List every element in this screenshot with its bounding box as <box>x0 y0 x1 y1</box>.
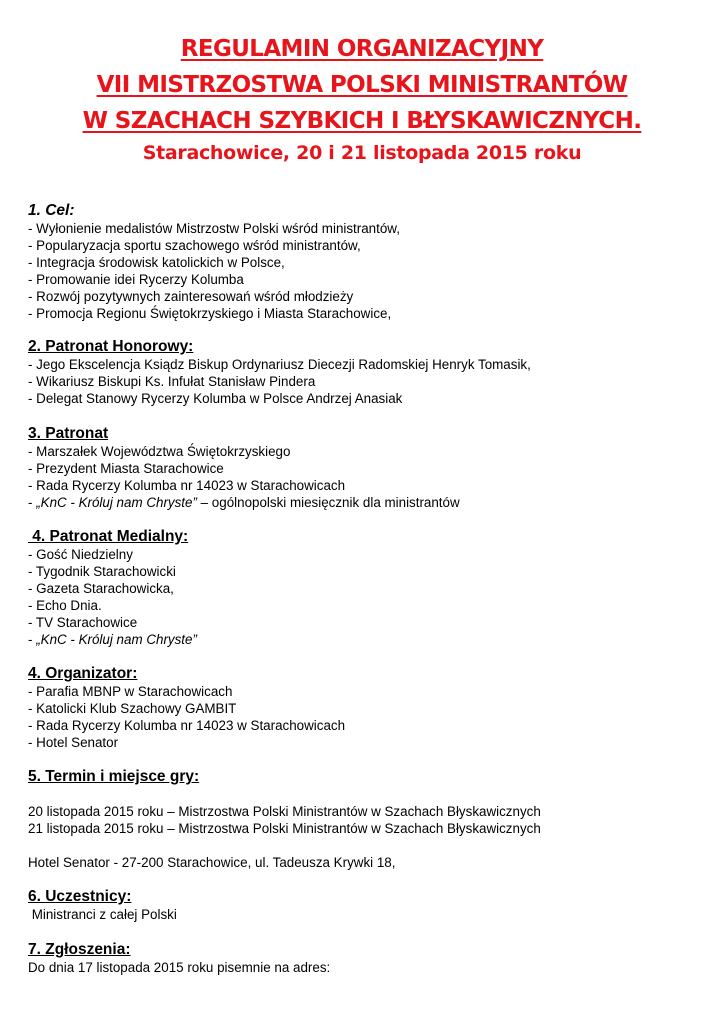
list-item: - Parafia MBNP w Starachowicach <box>28 684 233 699</box>
list-item: - TV Starachowice <box>28 615 138 630</box>
magazine-title: „KnC - Króluj nam Chryste” <box>36 495 197 510</box>
list-item: - Wikariusz Biskupi Ks. Infułat Stanisław Pindera <box>28 374 316 389</box>
list-item: - Integracja środowisk katolickich w Polsce, <box>28 255 285 270</box>
section-heading-patronat: 3. Patronat <box>28 425 109 442</box>
list-item: - Rozwój pozytywnych zainteresowań wśród młodzieży <box>28 289 354 304</box>
list-item: - Jego Ekscelencja Ksiądz Biskup Ordynariusz Diecezji Radomskiej Henryk Tomasik, <box>28 357 531 372</box>
list-item: - Rada Rycerzy Kolumba nr 14023 w Starachowicach <box>28 478 346 493</box>
section-heading-termin: 5. Termin i miejsce gry: <box>28 768 200 785</box>
section-heading-zgloszenia: 7. Zgłoszenia: <box>28 941 131 958</box>
list-item: - „KnC - Króluj nam Chryste” – ogólnopolski miesięcznik dla ministrantów <box>28 495 460 510</box>
section-patronat-medialny <box>28 527 708 648</box>
section-heading-organizator: 4. Organizator: <box>28 665 138 682</box>
section-uczestnicy <box>28 887 708 923</box>
list-item: - Popularyzacja sportu szachowego wśród ministrantów, <box>28 238 361 253</box>
list-item: - Wyłonienie medalistów Mistrzostw Polski wśród ministrantów, <box>28 221 400 236</box>
section-zgloszenia <box>28 940 708 976</box>
event-date: 20 listopada 2015 roku – Mistrzostwa Polski Ministrantów w Szachach Błyskawicznych <box>28 804 541 819</box>
list-item: - Rada Rycerzy Kolumba nr 14023 w Starachowicach <box>28 718 346 733</box>
event-date: 21 listopada 2015 roku – Mistrzostwa Polski Ministrantów w Szachach Błyskawicznych <box>28 821 541 836</box>
section-organizator <box>28 664 708 751</box>
venue-address: Hotel Senator - 27-200 Starachowice, ul. Tadeusza Krywki 18, <box>28 855 396 870</box>
list-item: - Hotel Senator <box>28 735 119 750</box>
list-item: - Echo Dnia. <box>28 598 102 613</box>
section-heading-patronat-honorowy: 2. Patronat Honorowy: <box>28 338 194 355</box>
document-title-line-1: REGULAMIN ORGANIZACYJNY <box>180 36 544 62</box>
section-patronat-honorowy <box>28 337 708 407</box>
section-patronat <box>28 424 708 511</box>
section-heading-patronat-medialny: 4. Patronat Medialny: <box>28 528 189 545</box>
list-item: - „KnC - Króluj nam Chryste” <box>28 632 197 647</box>
section-heading-cel: 1. Cel: <box>28 202 75 219</box>
list-item: - Delegat Stanowy Rycerzy Kolumba w Polsce Andrzej Anasiak <box>28 391 403 406</box>
section-termin <box>28 767 708 871</box>
document-title-line-3: W SZACHACH SZYBKICH I BŁYSKAWICZNYCH. <box>82 108 642 134</box>
list-item: - Marszałek Województwa Świętokrzyskiego <box>28 444 291 459</box>
magazine-title: „KnC - Króluj nam Chryste” <box>36 632 197 647</box>
list-item: - Katolicki Klub Szachowy GAMBIT <box>28 701 237 716</box>
list-item: - Prezydent Miasta Starachowice <box>28 461 224 476</box>
list-item: - Gazeta Starachowicka, <box>28 581 174 596</box>
list-item: - Promowanie idei Rycerzy Kolumba <box>28 272 244 287</box>
section-cel <box>28 201 708 322</box>
list-item: - Gość Niedzielny <box>28 547 133 562</box>
section-heading-uczestnicy: 6. Uczestnicy: <box>28 888 132 905</box>
participants-text: Ministranci z całej Polski <box>28 907 177 922</box>
list-item: - Promocja Regionu Świętokrzyskiego i Miasta Starachowice, <box>28 306 392 321</box>
list-item: - Tygodnik Starachowicki <box>28 564 176 579</box>
document-subtitle: Starachowice, 20 i 21 listopada 2015 roku <box>142 142 582 164</box>
document-title-line-2: VII MISTRZOSTWA POLSKI MINISTRANTÓW <box>96 72 628 98</box>
registration-text: Do dnia 17 listopada 2015 roku pisemnie na adres: <box>28 960 331 975</box>
